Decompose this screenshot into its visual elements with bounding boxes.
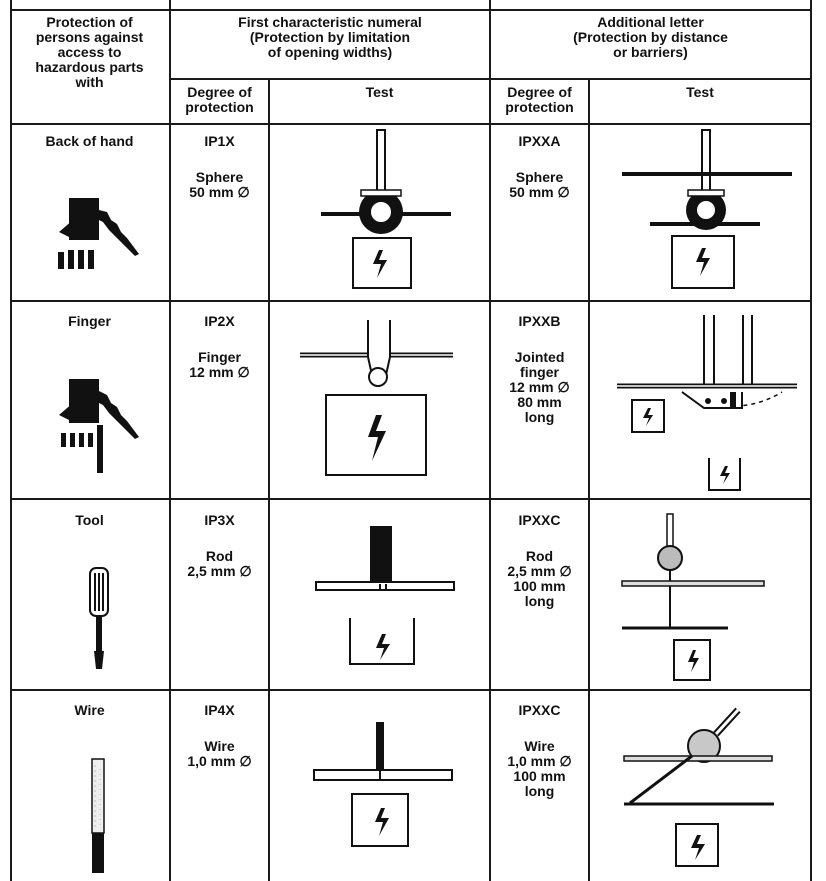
lightning-bolt-icon	[720, 466, 730, 484]
header-degree-2: Degree of protection	[505, 84, 574, 115]
row-4-ip-code: IP4X	[204, 702, 235, 718]
wire-test-diagram-ip4x	[310, 718, 460, 853]
header-subdivider-1	[169, 78, 491, 80]
table-border-right	[810, 0, 812, 881]
wire-test-diagram-ipxxc	[620, 700, 780, 870]
row-4-ip-desc: Wire 1,0 mm ∅	[187, 738, 252, 769]
row-1-add-code: IPXXA	[518, 133, 561, 149]
row-1-ip-desc: Sphere 50 mm ∅	[189, 169, 250, 200]
row-divider-1	[10, 300, 812, 302]
row-3-add-code: IPXXC	[518, 512, 561, 528]
header-first-numeral: First characteristic numeral (Protection by limitation of opening widths)	[238, 14, 422, 60]
row-1-add-desc: Sphere 50 mm ∅	[509, 169, 570, 200]
row-divider-3	[10, 689, 812, 691]
row-2-label: Finger	[68, 313, 111, 329]
sphere-test-diagram-ip1x	[315, 128, 455, 294]
row-3-ip-desc: Rod 2,5 mm ∅	[187, 548, 252, 579]
row-2-ip-code: IP2X	[204, 313, 235, 329]
finger-icon	[55, 375, 145, 475]
rod-test-diagram-ipxxc	[618, 510, 768, 688]
wire-icon	[85, 755, 115, 875]
screwdriver-icon	[80, 565, 120, 675]
header-persons: Protection of persons against access to hazardous parts with	[35, 14, 144, 90]
row-4-add-desc: Wire 1,0 mm ∅ 100 mm long	[507, 738, 572, 799]
row-4-add-code: IPXXC	[518, 702, 561, 718]
row-2-add-desc: Jointed finger 12 mm ∅ 80 mm long	[509, 349, 570, 425]
header-additional-letter: Additional letter (Protection by distance or barriers)	[573, 14, 728, 60]
finger-test-diagram-ip2x	[298, 305, 458, 480]
table-border-left	[10, 0, 12, 881]
rod-test-diagram-ip3x	[310, 522, 465, 684]
row-1-label: Back of hand	[45, 133, 134, 149]
row-3-label: Tool	[75, 512, 104, 528]
jointed-finger-test-diagram-ipxxb	[612, 310, 802, 495]
header-test-1: Test	[365, 84, 394, 100]
header-top-line	[10, 9, 812, 11]
header-test-2: Test	[686, 84, 714, 100]
row-3-add-desc: Rod 2,5 mm ∅ 100 mm long	[507, 548, 572, 609]
lightning-bolt-icon	[376, 634, 390, 660]
column-divider-4	[588, 78, 590, 881]
header-subdivider-2	[489, 78, 812, 80]
row-1-ip-code: IP1X	[204, 133, 235, 149]
row-divider-2	[10, 498, 812, 500]
column-divider-2	[268, 78, 270, 881]
sphere-test-diagram-ipxxa	[620, 128, 795, 294]
header-degree-1: Degree of protection	[185, 84, 254, 115]
row-3-ip-code: IP3X	[204, 512, 235, 528]
row-2-add-code: IPXXB	[518, 313, 561, 329]
row-4-label: Wire	[74, 702, 105, 718]
header-bottom-line	[10, 123, 812, 125]
back-of-hand-icon	[55, 190, 145, 280]
row-2-ip-desc: Finger 12 mm ∅	[189, 349, 250, 380]
